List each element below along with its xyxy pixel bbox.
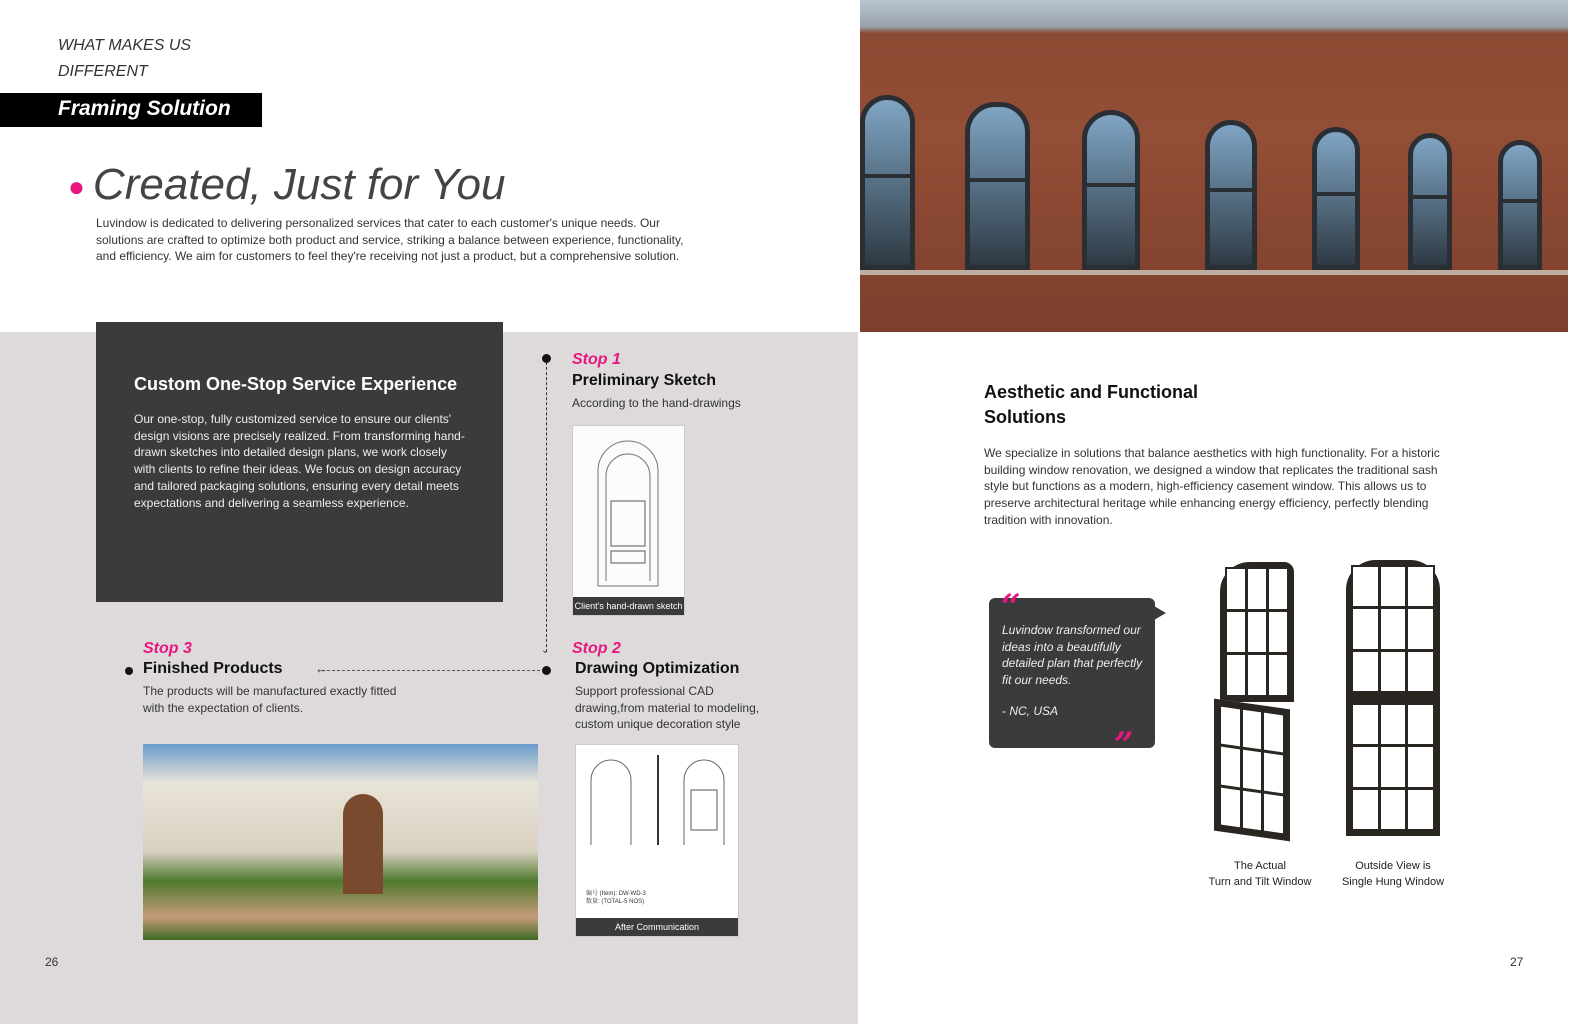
single-hung-window-upper <box>1346 560 1440 698</box>
sketch-caption: Client's hand-drawn sketch <box>573 597 684 615</box>
arrow-left-icon: ← <box>315 661 328 676</box>
stop-label: Stop 2 <box>572 640 621 657</box>
hero-title-text: Created, Just for You <box>92 160 506 209</box>
timeline-node <box>125 667 133 675</box>
cad-item-text <box>576 890 738 906</box>
quote-author: - NC, USA <box>1002 703 1059 718</box>
stop-desc: The products will be manufactured exactly fitted with the expectation of clients. <box>143 684 397 715</box>
hand-sketch-image <box>572 425 685 616</box>
timeline-vertical <box>546 362 547 652</box>
stop-2 <box>572 640 782 733</box>
stop-title: Drawing Optimization <box>575 660 740 677</box>
service-box-body: Our one-stop, fully customized service to ensure our clients' design visions are precisely realized. From transforming hand-drawn sketches into detailed design plans, we work closely with clients to refine their ideas. We focus on design accuracy and tailored packaging solutions, ensuring every detail meets expectations and delivering a seamless experience. <box>134 412 465 510</box>
caption-line: The Actual <box>1234 860 1286 872</box>
cad-drawing-image <box>575 744 739 937</box>
stop-3 <box>143 640 403 716</box>
page-number-right: 27 <box>1510 955 1524 969</box>
cad-item-qty: 数量: (TOTAL-5 NOS) <box>586 899 645 905</box>
pin-icon <box>542 354 551 363</box>
close-quote-icon: ” <box>1114 725 1134 765</box>
kicker-line: DIFFERENT <box>58 63 148 80</box>
stop-desc: According to the hand-drawings <box>572 396 741 410</box>
stop-label: Stop 3 <box>143 640 192 657</box>
kicker-line: WHAT MAKES US <box>58 37 192 54</box>
caption-line: Single Hung Window <box>1341 876 1445 888</box>
cad-door-drawing <box>576 745 738 855</box>
caption-line: Outside View is <box>1355 860 1431 872</box>
stop-title: Finished Products <box>143 660 283 677</box>
finished-villa-photo <box>143 744 538 940</box>
intro-paragraph: Luvindow is dedicated to delivering personalized services that cater to each customer's unique needs. Our solutions are crafted to optimize both product and service, striking a balance between experience, functionality, and efficiency. We aim for customers to feel they're receiving not just a product, but a comprehensive solution. <box>96 216 684 264</box>
right-title: Aesthetic and Functional Solutions <box>984 382 1199 427</box>
quote-text: Luvindow transformed our ideas into a beautifully detailed plan that perfectly fit our needs. <box>1002 623 1143 688</box>
stop-desc: Support professional CAD drawing,from material to modeling, custom unique decoration style <box>575 684 760 732</box>
cad-item-code: 编号 (Item): DW-WD-3 <box>586 891 646 897</box>
turn-tilt-window-sash <box>1214 699 1290 842</box>
turn-tilt-window-upper <box>1220 562 1294 702</box>
stop-1 <box>572 351 741 412</box>
section-band: Framing Solution <box>0 93 262 127</box>
service-box-title: Custom One-Stop Service Experience <box>134 374 458 394</box>
hero-title <box>68 160 505 210</box>
cad-caption: After Communication <box>576 918 738 936</box>
arrow-down-icon: ⌄ <box>541 645 550 656</box>
brick-building-photo <box>860 0 1568 332</box>
testimonial-quote <box>989 587 1155 765</box>
window-caption <box>1328 858 1458 890</box>
right-page-text <box>984 380 1464 529</box>
service-box <box>96 322 503 602</box>
page-number-left: 26 <box>45 955 59 969</box>
door-sketch-drawing <box>573 426 684 596</box>
caption-line: Turn and Tilt Window <box>1208 876 1312 888</box>
single-hung-window-lower <box>1346 698 1440 836</box>
stop-title: Preliminary Sketch <box>572 372 717 389</box>
section-kicker <box>58 33 258 85</box>
open-quote-icon: “ <box>1001 587 1021 627</box>
bullet-icon: ● <box>68 171 85 203</box>
right-body: We specialize in solutions that balance aesthetics with high functionality. For a historic building window renovation, we designed a window that replicates the traditional sash style but functions as a modern, high-efficiency casement window. This allows us to preserve architectural heritage while enhancing energy efficiency, perfectly blending tradition with innovation. <box>984 446 1440 527</box>
window-caption <box>1195 858 1325 890</box>
stop-label: Stop 1 <box>572 351 621 368</box>
timeline-node <box>542 666 551 675</box>
villa-door <box>343 794 383 894</box>
